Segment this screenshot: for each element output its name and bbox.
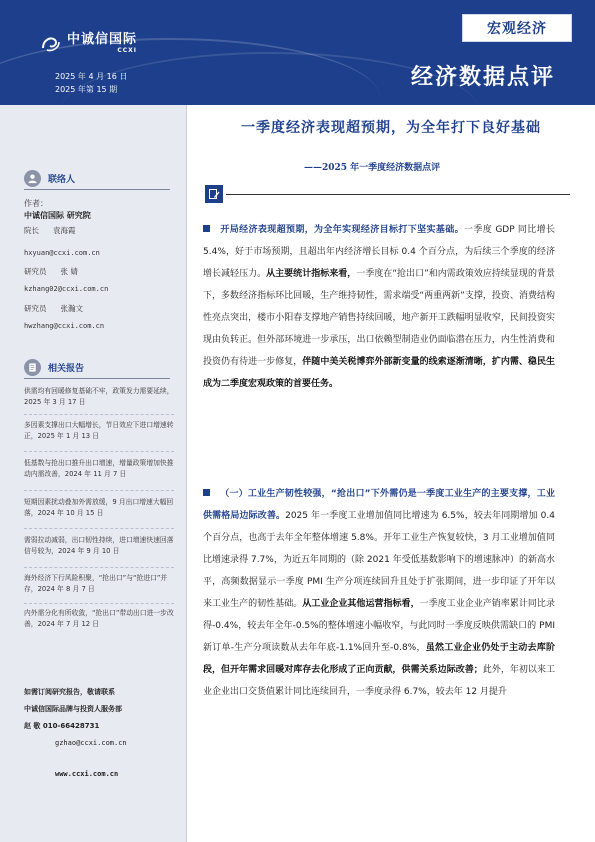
author-organization: 中诚信国际 研究院 <box>24 211 91 220</box>
author-name: 袁海霞 <box>53 226 76 235</box>
author-label: 作者： <box>24 199 48 208</box>
highlight-text: 开局经济表现超预期，为全年实现经济目标打下坚实基础。 <box>220 225 464 235</box>
highlight-text: （一）工业生产韧性较强，“抢出口”下外需仍是一季度工业生产的主要支撑，工业供需格局边际改善。 <box>203 489 555 521</box>
dotted-divider <box>24 603 174 604</box>
document-icon <box>24 359 41 376</box>
company-logo <box>40 33 137 54</box>
author-row <box>24 303 83 314</box>
contacts-title: 联络人 <box>48 175 76 185</box>
category-tag <box>462 14 572 42</box>
dotted-divider <box>24 490 174 491</box>
author-role: 院长 <box>24 226 39 235</box>
contact-phone: 赵 敬 010-66428731 <box>24 722 100 730</box>
author-role: 研究员 <box>24 304 47 313</box>
page-title: 一季度经济表现超预期，为全年打下良好基础 <box>241 120 541 136</box>
bullet-square <box>203 489 210 496</box>
related-report-item[interactable]: 需弱拉动减弱，出口韧性持续，进口增速快速回落信号较为，2024 年 9 月 10 日 <box>24 536 174 555</box>
dotted-divider <box>24 451 174 452</box>
body-text: 一季度 GDP 同比增长 5.4%，好于市场预期，且超出年内经济增长目标 0.4 个百分点，为后续三个季度的经济增长减轻压力。 <box>203 225 555 279</box>
bold-text: 从主要统计指标来看， <box>266 269 357 279</box>
body-text: 2025 年一季度工业增加值同比增速为 6.5%，较去年同期增加 0.4 个百分点，也高于去年全年整体增速 5.8%。开年工业生产恢复较快，3 月工业增加值同比增速录得 7.7%，为近五年同期的（除 2021 年受低基数影响下的增速脉冲）的新高水平，高频数据显示一季度 PMI 生产分项连续回升且处于扩张期间，进一步印证了开年以来工业生产的韧性基础。 <box>203 511 555 609</box>
author-email[interactable]: kzhang02@ccxi.com.cn <box>24 285 109 293</box>
body-text: 一季度在“抢出口”和内需政策效应持续显现的背景下，多数经济指标环比回暖，生产维持韧性，需求端受“两重两新”支撑，投资、消费结构性亮点突出，楼市小阳春支撑地产销售持续回暖，地产新开工跌幅明显收窄，民间投资实现由负转正。但外部环境进一步承压，出口依赖型制造业仍面临潜在压力，内生性消费和投资仍有待进一步修复， <box>203 269 555 367</box>
bold-text: 虽然工业企业仍处于主动去库阶段，但开年需求回暖对库存去化形成了正向贡献，供需关系边际改善； <box>203 643 555 675</box>
dotted-divider <box>24 414 174 415</box>
report-date: 2025 年 4 月 16 日 <box>55 72 128 81</box>
person-icon <box>24 170 41 187</box>
website-link[interactable]: www.ccxi.com.cn <box>55 770 119 778</box>
author-email[interactable]: hwzhang@ccxi.com.cn <box>24 322 105 330</box>
logo-chinese-name: 中诚信国际 <box>67 32 138 47</box>
section-rule <box>24 189 170 190</box>
author-row <box>24 225 76 236</box>
section-rule <box>24 378 170 379</box>
body-text: 此外，年初以来工业企业出口交货值累计同比连续回升，一季度录得 6.7%，较去年 12 月提升 <box>203 665 555 697</box>
author-email[interactable]: hxyuan@ccxi.com.cn <box>24 249 100 257</box>
edit-document-icon <box>205 185 223 203</box>
related-report-item[interactable]: 海外经济下行风险积聚，“抢出口”与“抢进口”并存，2024 年 8 月 7 日 <box>24 574 168 593</box>
bold-text: 伴随中美关税博弈外部新变量的线索逐渐清晰，扩内需、稳民生成为二季度宏观政策的首要任务。 <box>203 357 555 389</box>
related-report-item[interactable]: 多因素支撑出口大幅增长，节日效应下进口增速转正，2025 年 1 月 13 日 <box>24 421 174 440</box>
author-name: 张 婧 <box>60 267 78 276</box>
body-text: 一季度工业企业产销率累计同比录得-0.4%，较去年全年-0.5%的整体增速小幅收窄，与此同时一季度反映供需缺口的 PMI 新订单-生产分项读数从去年年底-1.1%回升至-0.8%， <box>203 599 555 653</box>
dotted-divider <box>24 528 174 529</box>
service-department: 中诚信国际品牌与投资人服务部 <box>24 705 122 713</box>
author-row <box>24 266 78 277</box>
related-report-item[interactable]: 供需均有回暖修复基础不牢，政策发力需要延续，2025 年 3 月 17 日 <box>24 387 174 406</box>
sidebar-divider <box>186 105 187 842</box>
author-role: 研究员 <box>24 267 47 276</box>
related-report-item[interactable]: 短期因素扰动叠加外需放缓，9 月出口增速大幅回落，2024 年 10 月 15 日 <box>24 498 174 517</box>
author-name: 张瀚文 <box>60 304 83 313</box>
paragraph-overview <box>203 219 555 395</box>
paragraph-industry <box>203 483 555 703</box>
related-reports-title: 相关报告 <box>48 364 85 374</box>
related-reports-header <box>24 359 84 376</box>
report-issue: 2025 年第 15 期 <box>55 85 118 94</box>
logo-icon <box>40 34 62 54</box>
related-report-item[interactable]: 低基数与抢出口推升出口增速，增量政策增加快推动内需改善，2024 年 11 月 7 日 <box>24 459 174 478</box>
bullet-square <box>203 225 210 232</box>
category-tag-label: 宏观经济 <box>487 21 547 37</box>
contact-email[interactable]: gzhao@ccxi.com.cn <box>55 739 127 747</box>
bold-text: 从工业企业其他运营指标看， <box>302 599 420 609</box>
related-report-item[interactable]: 内外需分化有所收敛，“抢出口”带动出口进一步改善，2024 年 7 月 12 日 <box>24 609 174 628</box>
contacts-header <box>24 170 75 187</box>
header-banner <box>0 0 595 105</box>
section-rule <box>226 194 570 195</box>
dotted-divider <box>24 567 174 568</box>
page-subtitle: ——2025 年一季度经济数据点评 <box>304 163 441 173</box>
subscription-note: 如需订阅研究报告，敬请联系 <box>24 688 115 696</box>
report-series-title: 经济数据点评 <box>410 64 555 90</box>
logo-english-name: CCXI <box>117 47 138 54</box>
